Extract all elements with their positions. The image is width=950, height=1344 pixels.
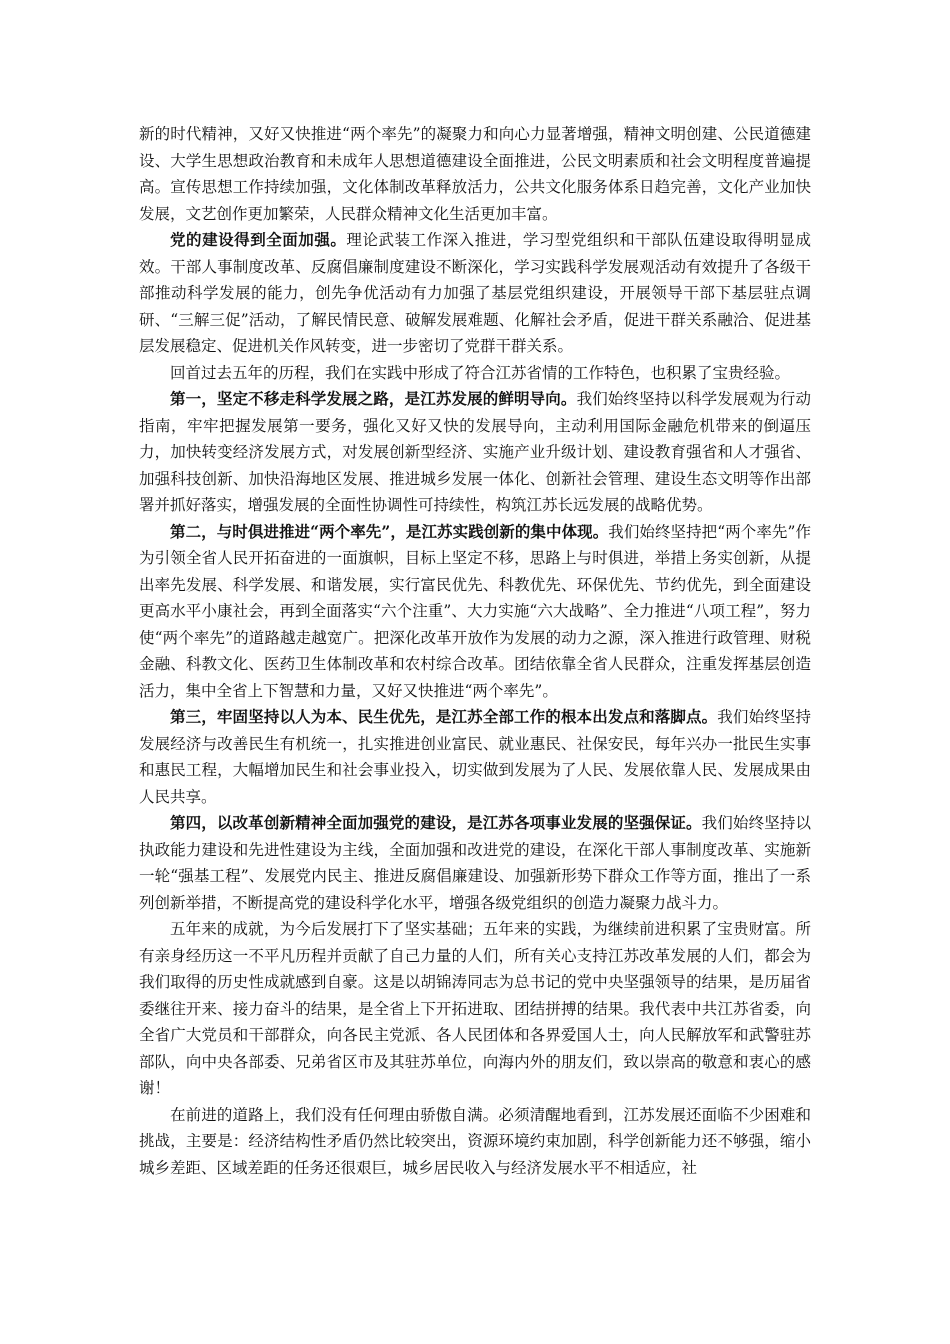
paragraph-text: 新的时代精神，又好又快推进“两个率先”的凝聚力和向心力显著增强，精神文明创建、公民道德建设、大学生思想政治教育和未成年人思想道德建设全面推进，公民文明素质和社会文明程度普遍提高。宣传思想工作持续加强，文化体制改革释放活力，公共文化服务体系日趋完善，文化产业加快发展，文艺创作更加繁荣，人民群众精神文化生活更加丰富。: [139, 125, 811, 223]
paragraph-text: 我们始终坚持以执政能力建设和先进性建设为主线，全面加强和改进党的建设，在深化干部人事制度改革、实施新一轮“强基工程”、发展党内民主、推进反腐倡廉建设、加强新形势下群众工作等方面，推出了一系列创新举措，不断提高党的建设科学化水平，增强各级党组织的创造力凝聚力战斗力。: [139, 814, 811, 912]
paragraph-text: 在前进的道路上，我们没有任何理由骄傲自满。必须清醒地看到，江苏发展还面临不少困难和挑战，主要是：经济结构性矛盾仍然比较突出，资源环境约束加剧，科学创新能力还不够强，缩小城乡差距、区域差距的任务还很艰巨，城乡居民收入与经济发展水平不相适应，社: [139, 1105, 811, 1177]
paragraph-party-building: [139, 227, 811, 360]
paragraph-lead: 第四，以改革创新精神全面加强党的建设，是江苏各项事业发展的坚强保证。: [170, 813, 702, 832]
paragraph-text: 我们始终坚持以科学发展观为行动指南，牢牢把握发展第一要务，强化又好又快的发展导向，主动利用国际金融危机带来的倒逼压力，加快转变经济发展方式，对发展创新型经济、实施产业升级计划、建设教育强省和人才强省、加强科技创新、加快沿海地区发展、推进城乡发展一体化、创新社会管理、建设生态文明等作出部署并抓好落实，增强发展的全面性协调性可持续性，构筑江苏长远发展的战略优势。: [139, 390, 811, 514]
paragraph-lead: 第三，牢固坚持以人为本、民生优先，是江苏全部工作的根本出发点和落脚点。: [170, 707, 718, 726]
paragraph-second-point: [139, 519, 811, 705]
paragraph-gratitude: [139, 916, 811, 1102]
paragraph-text: 我们始终坚持把“两个率先”作为引领全省人民开拓奋进的一面旗帜，目标上坚定不移，思路上与时俱进，举措上务实创新，从提出率先发展、科学发展、和谐发展，实行富民优先、科教优先、环保优先、节约优先，到全面建设更高水平小康社会，再到全面落实“六个注重”、大力实施“六大战略”、全力推进“八项工程”，努力使“两个率先”的道路越走越宽广。把深化改革开放作为发展的动力之源，深入推进行政管理、财税金融、科教文化、医药卫生体制改革和农村综合改革。团结依靠全省人民群众，注重发挥基层创造活力，集中全省上下智慧和力量，又好又快推进“两个率先”。: [139, 522, 811, 700]
paragraph-lead: 第一，坚定不移走科学发展之路，是江苏发展的鲜明导向。: [170, 389, 577, 408]
paragraph-challenges: [139, 1102, 811, 1182]
paragraph-lead: 党的建设得到全面加强。: [170, 230, 347, 249]
paragraph-text: 我们始终坚持发展经济与改善民生有机统一，扎实推进创业富民、就业惠民、社保安民，每年兴办一批民生实事和惠民工程，大幅增加民生和社会事业投入，切实做到发展为了人民、发展依靠人民、发展成果由人民共享。: [139, 708, 811, 806]
paragraph-text: 理论武装工作深入推进，学习型党组织和干部队伍建设取得明显成效。干部人事制度改革、反腐倡廉制度建设不断深化，学习实践科学发展观活动有效提升了各级干部推动科学发展的能力，创先争优活动有力加强了基层党组织建设，开展领导干部下基层驻点调研、“三解三促”活动，了解民情民意、破解发展难题、化解社会矛盾，促进干群关系融洽、促进基层发展稳定、促进机关作风转变，进一步密切了党群干群关系。: [139, 231, 811, 355]
paragraph-review: [139, 360, 811, 387]
paragraph-text: 五年来的成就，为今后发展打下了坚实基础；五年来的实践，为继续前进积累了宝贵财富。所有亲身经历这一不平凡历程并贡献了自己力量的人们，所有关心支持江苏改革发展的人们，都会为我们取得的历史性成就感到自豪。这是以胡锦涛同志为总书记的党中央坚强领导的结果，是历届省委继往开来、接力奋斗的结果，是全省上下开拓进取、团结拼搏的结果。我代表中共江苏省委，向全省广大党员和干部群众，向各民主党派、各人民团体和各界爱国人士，向人民解放军和武警驻苏部队，向中央各部委、兄弟省区市及其驻苏单位，向海内外的朋友们，致以崇高的敬意和衷心的感谢！: [139, 920, 811, 1097]
paragraph-culture: [139, 121, 811, 227]
paragraph-lead: 第二，与时俱进推进“两个率先”，是江苏实践创新的集中体现。: [170, 521, 609, 541]
paragraph-fourth-point: [139, 810, 811, 916]
paragraph-first-point: [139, 386, 811, 519]
document-page: [139, 121, 811, 1181]
paragraph-third-point: [139, 704, 811, 810]
paragraph-text: 回首过去五年的历程，我们在实践中形成了符合江苏省情的工作特色，也积累了宝贵经验。: [170, 363, 791, 382]
